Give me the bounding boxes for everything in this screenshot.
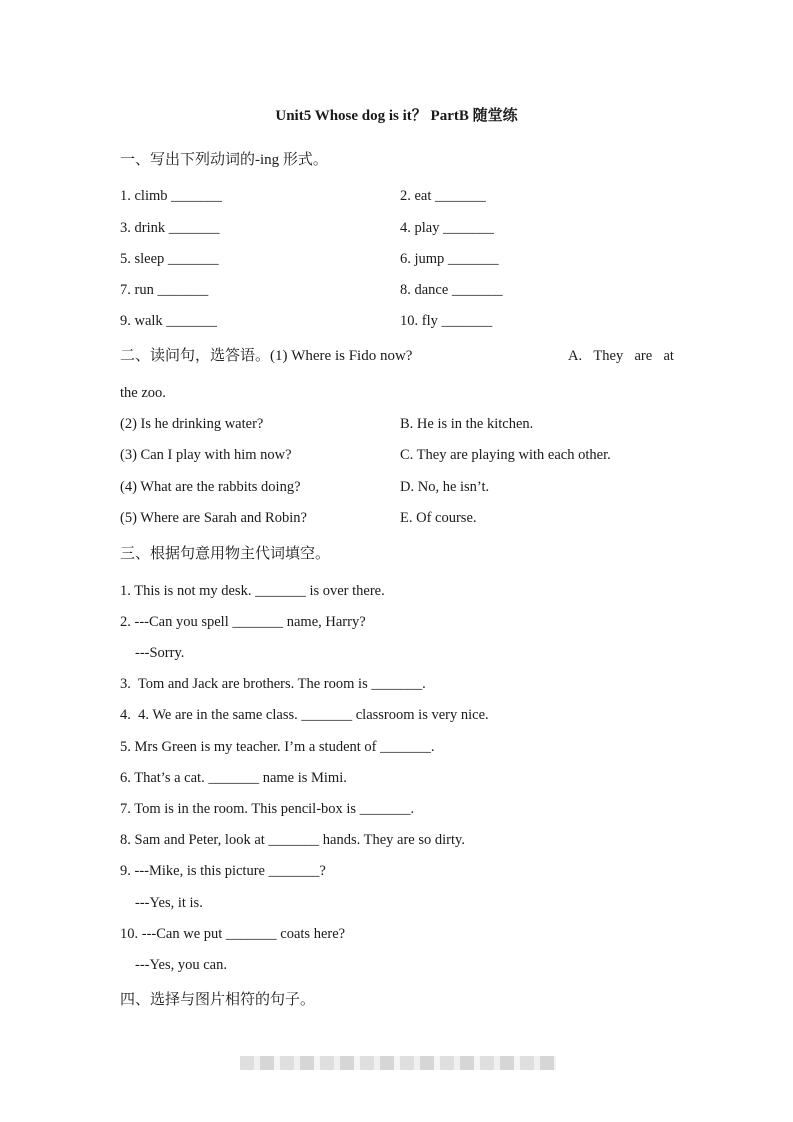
- exercise-item: 8. dance _______: [400, 282, 503, 298]
- exercise-item: 2. eat _______: [400, 188, 486, 204]
- exercise-item: 3. Tom and Jack are brothers. The room is _______.: [120, 676, 426, 692]
- answer-a-word: A.: [568, 348, 583, 364]
- exercise-item: 5. Mrs Green is my teacher. I’m a student of _______.: [120, 739, 435, 755]
- exercise-item: 6. jump _______: [400, 251, 499, 267]
- answer-a: [568, 346, 674, 366]
- section2-heading: 二、读问句，选答语。(1) Where is Fido now?: [120, 348, 413, 364]
- answer-a-continuation: the zoo.: [120, 385, 166, 401]
- exercise-item: 5. sleep _______: [120, 251, 219, 267]
- exercise-item: 6. That’s a cat. _______ name is Mimi.: [120, 770, 347, 786]
- answer-item: E. Of course.: [400, 510, 477, 526]
- exercise-item: 3. drink _______: [120, 220, 220, 236]
- exercise-item: 2. ---Can you spell _______ name, Harry?: [120, 614, 366, 630]
- exercise-item: 10. ---Can we put _______ coats here?: [120, 926, 346, 942]
- section1-heading: 一、写出下列动词的-ing 形式。: [120, 152, 328, 168]
- exercise-item: 9. ---Mike, is this picture _______?: [120, 863, 326, 879]
- exercise-item: 7. Tom is in the room. This pencil-box is _______.: [120, 801, 415, 817]
- section4-heading: 四、选择与图片相符的句子。: [120, 992, 316, 1008]
- exercise-item: 1. climb _______: [120, 188, 222, 204]
- exercise-item: 1. This is not my desk. _______ is over there.: [120, 583, 385, 599]
- exercise-item: 10. fly _______: [400, 313, 493, 329]
- blurred-footer-watermark: [240, 1056, 556, 1070]
- answer-item: B. He is in the kitchen.: [400, 416, 534, 432]
- exercise-reply: ---Yes, it is.: [135, 895, 203, 911]
- exercise-item: 4. play _______: [400, 220, 494, 236]
- answer-item: D. No, he isn’t.: [400, 479, 490, 495]
- section3-heading: 三、根据句意用物主代词填空。: [120, 546, 331, 562]
- answer-a-word: at: [663, 348, 674, 364]
- question-item: (2) Is he drinking water?: [120, 416, 264, 432]
- answer-item: C. They are playing with each other.: [400, 447, 611, 463]
- answer-a-word: are: [634, 348, 653, 364]
- exercise-reply: ---Yes, you can.: [135, 957, 227, 973]
- exercise-item: 8. Sam and Peter, look at _______ hands. They are so dirty.: [120, 832, 465, 848]
- question-item: (3) Can I play with him now?: [120, 447, 292, 463]
- exercise-item: 9. walk _______: [120, 313, 218, 329]
- worksheet-title: Unit5 Whose dog is it？ PartB 随堂练: [275, 108, 518, 124]
- question-item: (4) What are the rabbits doing?: [120, 479, 301, 495]
- exercise-reply: ---Sorry.: [135, 645, 185, 661]
- answer-a-word: They: [593, 348, 624, 364]
- exercise-item: 7. run _______: [120, 282, 209, 298]
- exercise-item: 4. 4. We are in the same class. _______ classroom is very nice.: [120, 707, 489, 723]
- question-item: (5) Where are Sarah and Robin?: [120, 510, 307, 526]
